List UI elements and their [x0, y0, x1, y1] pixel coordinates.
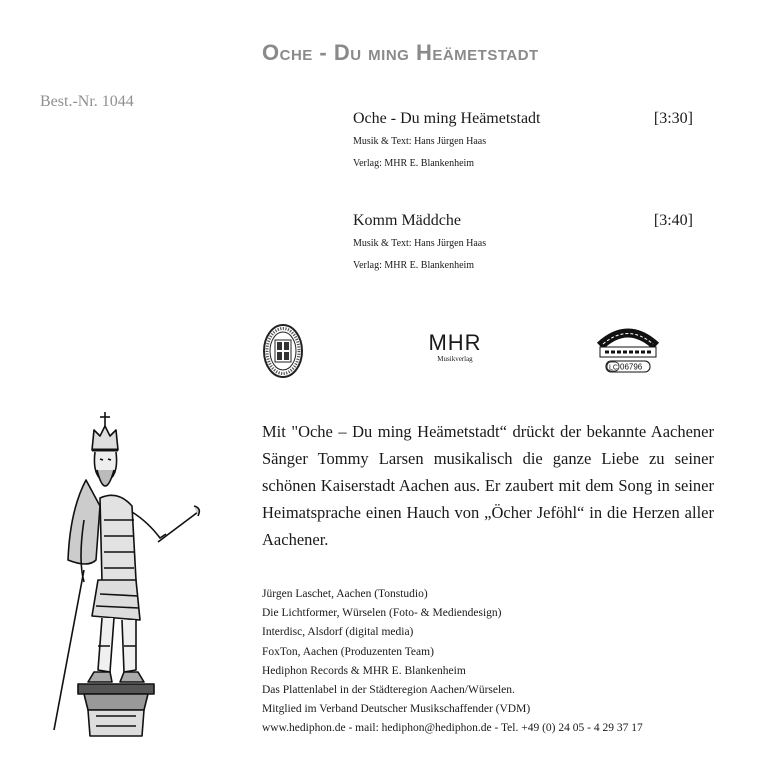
- track-title: Komm Mäddche: [353, 212, 461, 229]
- track-publisher: Verlag: MHR E. Blankenheim: [353, 158, 475, 169]
- track-2: [353, 212, 693, 271]
- credit-line: Das Plattenlabel in der Städteregion Aachen/Würselen.: [262, 684, 515, 697]
- credit-line: Die Lichtformer, Würselen (Foto- & Mediendesign): [262, 607, 502, 620]
- vdm-seal-logo: [262, 322, 304, 385]
- catalog-number: Best.-Nr. 1044: [40, 93, 134, 110]
- credit-line: Hediphon Records & MHR E. Blankenheim: [262, 664, 466, 677]
- mhr-logo-text: MHR: [428, 330, 482, 355]
- track-1: [353, 110, 693, 169]
- credit-line: FoxTon, Aachen (Produzenten Team): [262, 645, 434, 658]
- mhr-logo: [405, 330, 505, 363]
- track-credit: Musik & Text: Hans Jürgen Haas: [353, 136, 487, 147]
- contact-line: www.hediphon.de - mail: hediphon@hediphon.de - Tel. +49 (0) 24 05 - 4 29 37 17: [262, 722, 643, 735]
- hediphon-records-logo: [597, 322, 659, 385]
- track-credit: Musik & Text: Hans Jürgen Haas: [353, 238, 487, 249]
- svg-text:06796: 06796: [620, 362, 643, 372]
- credit-line: Jürgen Laschet, Aachen (Tonstudio): [262, 588, 428, 600]
- description-paragraph: Mit "Oche – Du ming Heämetstadt“ drückt der bekannte Aachener Sänger Tommy Larsen musikalisch die ganze Liebe zu seiner schönen Kaiserstadt Aachen aus. Er zaubert mit dem Song in seiner Heimatsprache einen Hauch von „Öcher Jeföhl“ in die Herzen aller Aachener.: [262, 422, 714, 549]
- album-title: Oche - Du ming Heämetstadt: [262, 40, 539, 65]
- svg-text:LC: LC: [609, 364, 618, 372]
- track-duration: [3:30]: [653, 110, 693, 127]
- credit-line: Interdisc, Alsdorf (digital media): [262, 626, 414, 639]
- track-title: Oche - Du ming Heämetstadt: [353, 110, 541, 127]
- credit-line: Mitglied im Verband Deutscher Musikschaffender (VDM): [262, 703, 531, 716]
- track-publisher: Verlag: MHR E. Blankenheim: [353, 260, 475, 271]
- track-duration: [3:40]: [653, 212, 693, 229]
- credits-list: [262, 585, 732, 739]
- mhr-logo-subtitle: Musikverlag: [437, 355, 473, 363]
- charlemagne-statue-image: [48, 410, 203, 750]
